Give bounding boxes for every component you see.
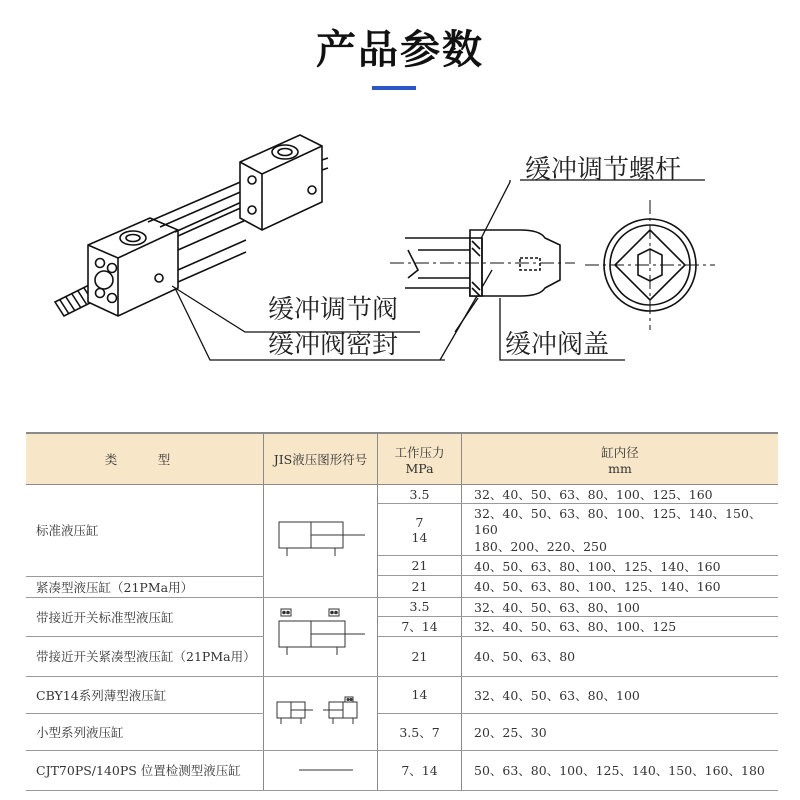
pressure-cell: 3.5、7: [378, 713, 462, 750]
type-cell: 紧凑型液压缸（21PMa用）: [26, 576, 264, 597]
header-pressure: 工作压力 MPa: [378, 433, 462, 485]
pressure-cell: 3.5: [378, 485, 462, 504]
table-row: [26, 576, 778, 597]
table-row: [26, 676, 778, 713]
pressure-cell: 21: [378, 556, 462, 576]
table-header-row: [26, 433, 778, 485]
table-row: [26, 485, 778, 504]
bore-cell: 40、50、63、80、100、125、140、160: [462, 556, 779, 576]
cylinder-drawing: [55, 135, 328, 316]
standard-cylinder-symbol: [271, 514, 371, 564]
bore-cell: 50、63、80、100、125、140、150、160、180: [462, 750, 779, 790]
bore-cell: 40、50、63、80、100、125、140、160: [462, 576, 779, 597]
bore-cell: 20、25、30: [462, 713, 779, 750]
bore-cell: 32、40、50、63、80、100、125、140、150、160 180、200、220、250: [462, 504, 779, 556]
header-type: 类 型: [26, 433, 264, 485]
table-row: [26, 750, 778, 790]
bore-cell: 32、40、50、63、80、100: [462, 597, 779, 616]
cushion-valve-screw: [155, 274, 163, 282]
cushion-end-view: [585, 200, 715, 330]
type-cell: 带接近开关紧凑型液压缸（21PMa用）: [26, 636, 264, 676]
bore-cell: 32、40、50、63、80、100、125、160: [462, 485, 779, 504]
symbol-cell: [264, 485, 378, 598]
pressure-cell: 7 14: [378, 504, 462, 556]
pressure-cell: 3.5: [378, 597, 462, 616]
type-cell: CJT70PS/140PS 位置检测型液压缸: [26, 750, 264, 790]
pressure-cell: 14: [378, 676, 462, 713]
pressure-cell: 7、14: [378, 616, 462, 636]
label-adjust-valve: 缓冲调节阀: [268, 295, 399, 325]
cylinder-diagram: [0, 110, 800, 410]
page-title: 产品参数: [316, 27, 484, 73]
bore-cell: 40、50、63、80: [462, 636, 779, 676]
type-cell: 标准液压缸: [26, 485, 264, 577]
bore-cell: 32、40、50、63、80、100: [462, 676, 779, 713]
type-cell: 小型系列液压缸: [26, 713, 264, 750]
type-cell: 带接近开关标准型液压缸: [26, 597, 264, 636]
tie-rods: [178, 206, 246, 282]
pressure-cell: 21: [378, 576, 462, 597]
title-underline: [372, 86, 416, 90]
table-row: [26, 713, 778, 750]
pressure-cell: 21: [378, 636, 462, 676]
label-adjust-screw: 缓冲调节螺杆: [525, 155, 682, 185]
cushion-section-view: [390, 230, 575, 296]
table-row: [26, 636, 778, 676]
pressure-cell: 7、14: [378, 750, 462, 790]
bore-cell: 32、40、50、63、80、100、125: [462, 616, 779, 636]
table-row: [26, 597, 778, 616]
header-bore: 缸内径 mm: [462, 433, 779, 485]
compact-cylinder-symbol: [271, 694, 371, 730]
symbol-cell: [264, 676, 378, 750]
proximity-switch-cylinder-symbol: [271, 605, 371, 665]
spec-table: [26, 432, 778, 791]
symbol-cell: [264, 597, 378, 676]
position-detect-symbol: [271, 765, 371, 775]
header-symbol: JIS液压图形符号: [264, 433, 378, 485]
type-cell: CBY14系列薄型液压缸: [26, 676, 264, 713]
label-valve-seal: 缓冲阀密封: [268, 330, 399, 360]
label-valve-cap: 缓冲阀盖: [505, 330, 610, 360]
symbol-cell: [264, 750, 378, 790]
